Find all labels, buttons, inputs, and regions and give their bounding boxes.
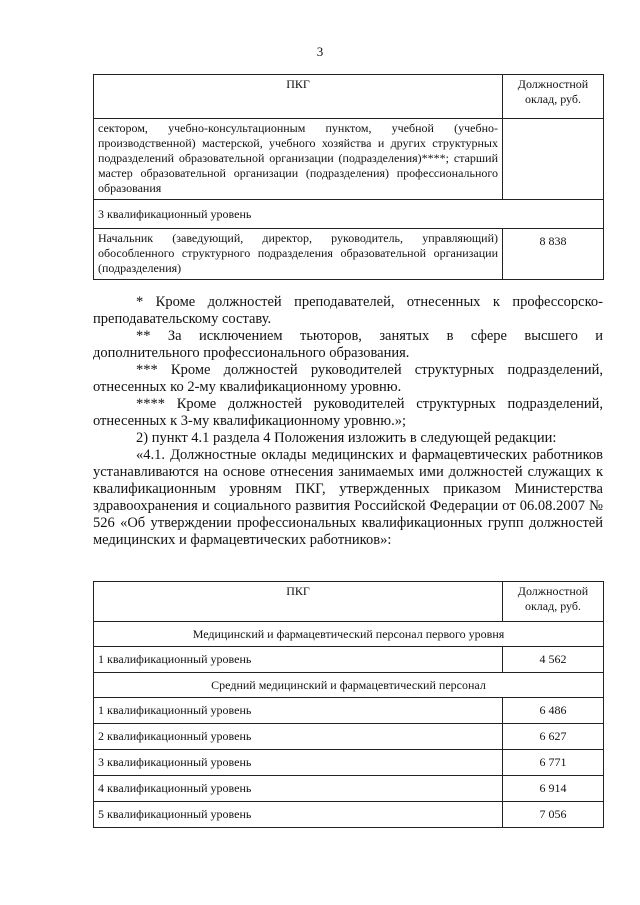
- level-value: 6 771: [503, 750, 604, 776]
- paragraph-item-2: 2) пункт 4.1 раздела 4 Положения изложить в следующей редакции:: [136, 430, 557, 446]
- level-label: 2 квалификационный уровень: [94, 724, 503, 750]
- note-4: **** Кроме должностей руководителей структурных подразделений, отнесенных к 3-му квалификационному уровню.»;: [93, 396, 603, 429]
- table-section-row: [94, 200, 604, 229]
- group-label: Медицинский и фармацевтический персонал первого уровня: [94, 622, 604, 647]
- table-row: [94, 724, 604, 750]
- level-label: 1 квалификационный уровень: [94, 647, 503, 673]
- note-2: ** За исключением тьюторов, занятых в сфере высшего и дополнительного профессионального образования.: [93, 328, 603, 361]
- salary-table-education: [93, 74, 604, 280]
- group-label: Средний медицинский и фармацевтический персонал: [94, 673, 604, 698]
- table-row: [94, 776, 604, 802]
- table-row: [94, 647, 604, 673]
- paragraph-4-1: «4.1. Должностные оклады медицинских и фармацевтических работников устанавливаются на основе отнесения занимаемых ими должностей служащих к квалификационным уровням ПКГ, утвержденных приказом Министерства здравоохранения и социального развития Российской Федерации от 06.08.2007 № 526 «Об утверждении профессиональных квалификационных групп должностей медицинских и фармацевтических работников»:: [93, 447, 603, 548]
- table-header-row: [94, 582, 604, 622]
- header-salary: Должностной оклад, руб.: [503, 75, 604, 119]
- table-group-row: [94, 622, 604, 647]
- level-label: 1 квалификационный уровень: [94, 698, 503, 724]
- table-row: [94, 229, 604, 280]
- table-row: [94, 750, 604, 776]
- row-text: Начальник (заведующий, директор, руководитель, управляющий) обособленного структурного подразделения образовательной организации (подразделения): [94, 229, 503, 280]
- section-label: 3 квалификационный уровень: [94, 200, 604, 229]
- notes-block: [93, 294, 603, 549]
- table-header-row: [94, 75, 604, 119]
- note-1: * Кроме должностей преподавателей, отнесенных к профессорско-преподавательскому составу.: [93, 294, 603, 327]
- level-value: 6 627: [503, 724, 604, 750]
- table-row: [94, 698, 604, 724]
- table-group-row: [94, 673, 604, 698]
- page-number: 3: [316, 44, 324, 59]
- level-value: 7 056: [503, 802, 604, 828]
- header-pkg: ПКГ: [94, 75, 503, 119]
- row-text: сектором, учебно-консультационным пунктом, учебной (учебно-производственной) мастерской, учебного хозяйства и других структурных подразделений образовательной организации (подразделения)****; старший мастер образовательной организации (подразделения) профессионального образования: [94, 119, 503, 200]
- level-label: 4 квалификационный уровень: [94, 776, 503, 802]
- level-value: 4 562: [503, 647, 604, 673]
- row-value: 8 838: [503, 229, 604, 280]
- level-value: 6 486: [503, 698, 604, 724]
- level-value: 6 914: [503, 776, 604, 802]
- note-3: *** Кроме должностей руководителей структурных подразделений, отнесенных ко 2-му квалификационному уровню.: [93, 362, 603, 395]
- header-salary: Должностной оклад, руб.: [503, 582, 604, 622]
- header-pkg: ПКГ: [94, 582, 503, 622]
- row-value: [503, 119, 604, 200]
- salary-table-medical: [93, 581, 604, 828]
- table-row: [94, 119, 604, 200]
- level-label: 5 квалификационный уровень: [94, 802, 503, 828]
- table-row: [94, 802, 604, 828]
- level-label: 3 квалификационный уровень: [94, 750, 503, 776]
